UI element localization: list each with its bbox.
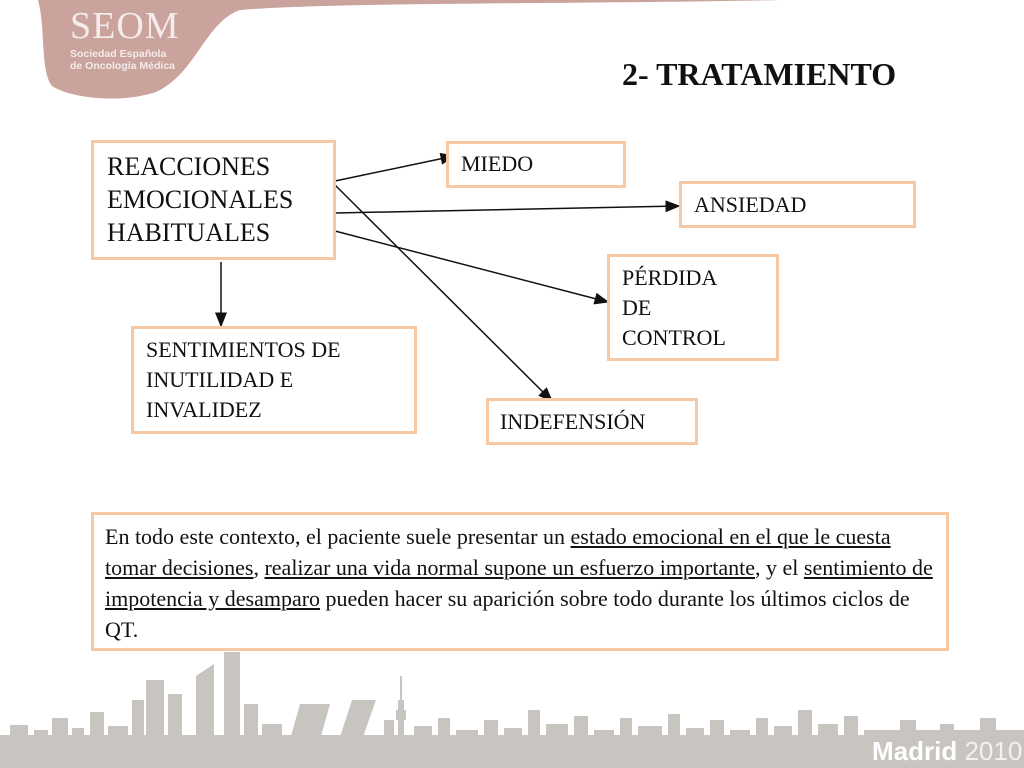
- context-paragraph: [105, 521, 934, 645]
- logo-line-2: de Oncología Médica: [70, 60, 176, 72]
- box-perdida-de-control: [607, 254, 779, 361]
- box-miedo: [446, 141, 626, 188]
- box-perdida-label: PÉRDIDA DE CONTROL: [622, 265, 726, 350]
- page-title: 2- TRATAMIENTO: [622, 56, 897, 92]
- box-reacciones-label: REACCIONES EMOCIONALES HABITUALES: [107, 152, 294, 247]
- footer-year: 2010: [964, 736, 1023, 766]
- arrow-to-perdida: [335, 231, 608, 302]
- box-sentimientos-label: SENTIMIENTOS DE INUTILIDAD E INVALIDEZ: [146, 337, 341, 422]
- box-indefension: [486, 398, 698, 445]
- logo-line-1: Sociedad Española: [70, 48, 167, 60]
- box-miedo-label: MIEDO: [461, 151, 534, 176]
- paragraph-text-1: En todo este contexto, el paciente suele presentar un: [105, 524, 571, 549]
- paragraph-underline-2: realizar una vida normal supone un esfuerzo importante: [264, 555, 755, 580]
- paragraph-text-4: pueden hacer su aparición sobre todo durante los últimos ciclos de QT.: [105, 586, 910, 642]
- context-paragraph-box: [91, 512, 949, 651]
- paragraph-underline-3: sentimiento de impotencia y desamparo: [105, 555, 933, 611]
- footer-madrid-2010: [872, 736, 1022, 767]
- madrid-skyline: [0, 640, 1024, 768]
- logo-name: SEOM: [70, 5, 180, 47]
- paragraph-text-2: ,: [253, 555, 265, 580]
- box-ansiedad: [679, 181, 916, 228]
- box-reacciones-emocionales: [91, 140, 336, 260]
- box-sentimientos: [131, 326, 417, 434]
- paragraph-text-3: , y el: [755, 555, 804, 580]
- box-indefension-label: INDEFENSIÓN: [500, 409, 646, 434]
- footer-city: Madrid: [872, 736, 958, 766]
- arrow-to-miedo: [335, 156, 454, 181]
- box-ansiedad-label: ANSIEDAD: [694, 192, 807, 217]
- arrow-to-ansiedad: [335, 206, 679, 213]
- paragraph-underline-1: estado emocional en el que le cuesta tomar decisiones: [105, 524, 891, 580]
